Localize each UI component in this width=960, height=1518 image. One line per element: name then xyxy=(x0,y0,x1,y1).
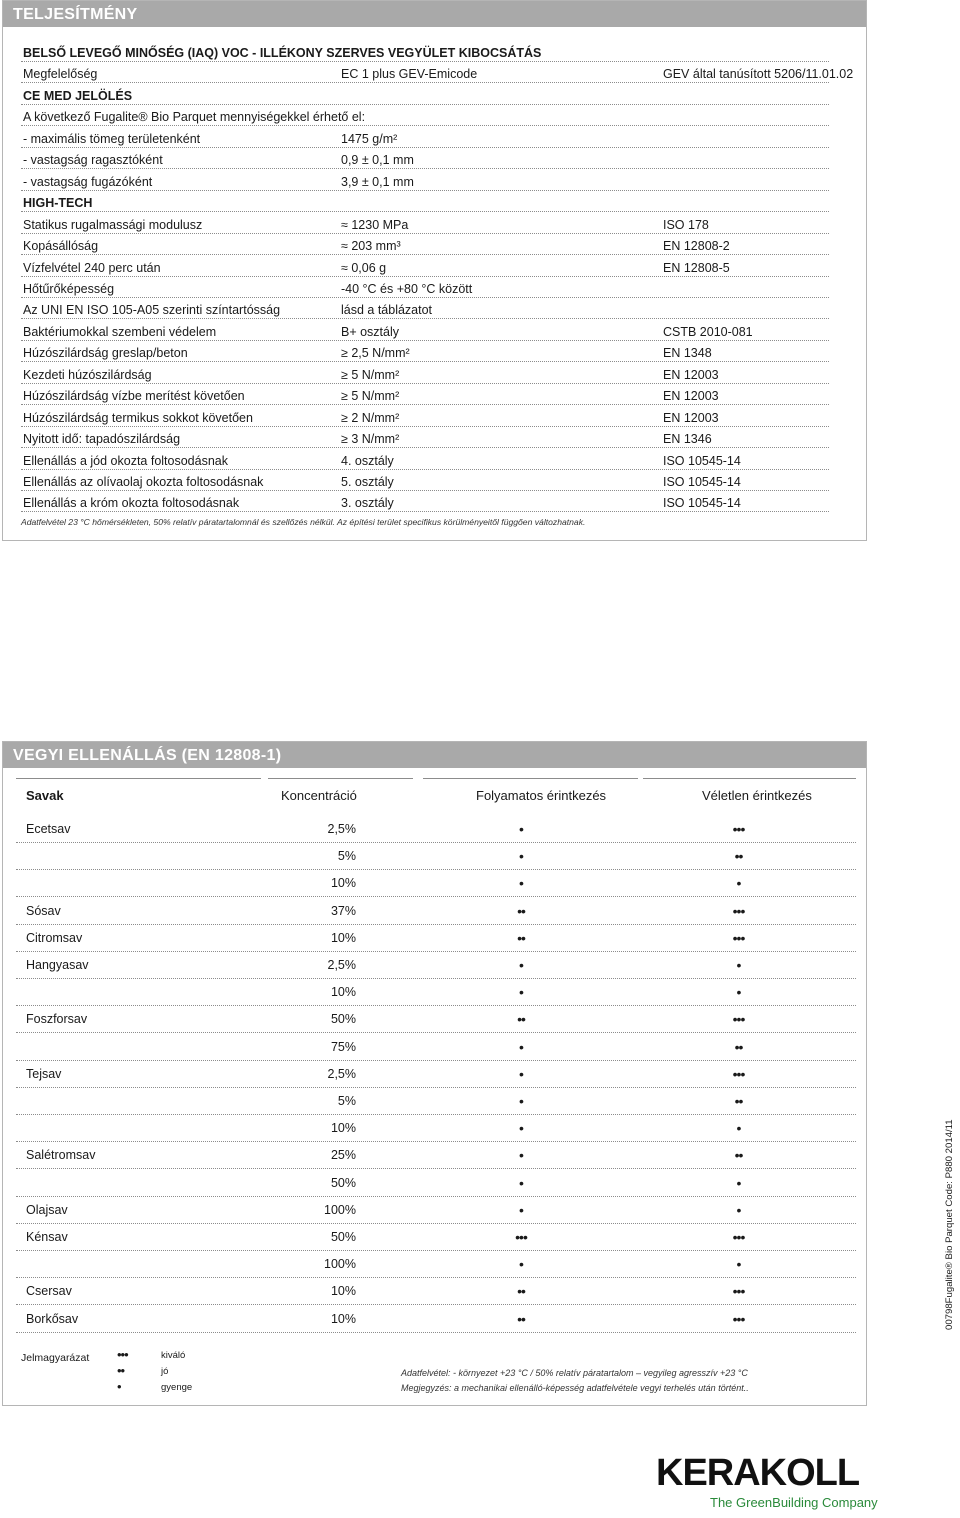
property-value: 4. osztály xyxy=(341,453,394,468)
property-value: 3,9 ± 0,1 mm xyxy=(341,174,414,189)
property-standard: EN 12003 xyxy=(663,367,719,382)
property-label: Húzószilárdság termikus sokkot követően xyxy=(23,410,253,425)
occasional-contact-rating: ••• xyxy=(732,1310,745,1327)
logo-mark xyxy=(656,1449,896,1513)
occasional-contact-rating: • xyxy=(736,1174,741,1191)
property-standard: ISO 10545-14 xyxy=(663,496,741,511)
chemical-row xyxy=(16,843,856,870)
performance-row xyxy=(21,384,829,405)
occasional-contact-rating: ••• xyxy=(732,1011,745,1028)
property-label: Húzószilárdság vízbe merítést követően xyxy=(23,389,245,404)
header-rule-4 xyxy=(643,778,856,779)
property-label: Ellenállás a króm okozta foltosodásnak xyxy=(23,496,240,511)
chemical-title: VEGYI ELLENÁLLÁS (EN 12808-1) xyxy=(3,742,866,768)
header-acid: Savak xyxy=(26,788,64,803)
property-value: 1475 g/m² xyxy=(341,131,398,146)
concentration: 100% xyxy=(324,1202,356,1217)
chemical-row xyxy=(16,898,856,925)
property-standard: ISO 10545-14 xyxy=(663,453,741,468)
property-label: Baktériumokkal szembeni védelem xyxy=(23,324,217,339)
property-label: Ellenállás az olívaolaj okozta foltosodásnak xyxy=(23,475,264,489)
chemical-row xyxy=(16,1115,856,1142)
logo-tagline: The GreenBuilding Company xyxy=(710,1495,878,1510)
property-value: 0,9 ± 0,1 mm xyxy=(341,153,414,168)
acid-name: Citromsav xyxy=(26,930,83,945)
concentration: 10% xyxy=(330,1311,356,1326)
chemical-row xyxy=(16,952,856,979)
property-label: - vastagság ragasztóként xyxy=(23,153,163,168)
chemical-row xyxy=(16,1034,856,1061)
property-value: EC 1 plus GEV-Emicode xyxy=(341,67,478,82)
property-label: Húzószilárdság greslap/beton xyxy=(23,346,188,361)
continuous-contact-rating: •• xyxy=(517,1283,525,1300)
chemical-note-2: Megjegyzés: a mechanikai ellenálló-képesség adatfelvétele vegyi terhelés után történt.. xyxy=(401,1383,749,1393)
continuous-contact-rating: • xyxy=(519,848,523,865)
property-label: HIGH-TECH xyxy=(23,196,93,211)
property-value: -40 °C és +80 °C között xyxy=(341,281,473,296)
performance-row xyxy=(21,170,829,191)
kerakoll-logo xyxy=(656,1449,896,1513)
continuous-contact-rating: •• xyxy=(517,1011,525,1028)
performance-row xyxy=(21,427,829,448)
legend-label-excellent: kiváló xyxy=(161,1350,186,1361)
property-value: ≥ 5 N/mm² xyxy=(341,367,400,382)
concentration: 2,5% xyxy=(327,1066,356,1081)
concentration: 37% xyxy=(330,903,356,918)
legend-title: Jelmagyarázat xyxy=(21,1352,90,1364)
header-continuous: Folyamatos érintkezés xyxy=(476,788,607,803)
property-standard: ISO 178 xyxy=(663,217,709,232)
continuous-contact-rating: • xyxy=(519,1038,523,1055)
logo-brand-text: KERAKOLL xyxy=(656,1452,860,1494)
occasional-contact-rating: ••• xyxy=(732,821,745,837)
performance-row xyxy=(21,213,829,234)
concentration: 50% xyxy=(330,1012,356,1027)
chemical-row xyxy=(16,1088,856,1115)
concentration: 10% xyxy=(330,1284,356,1299)
property-standard: EN 1348 xyxy=(663,346,712,361)
performance-row xyxy=(21,234,829,255)
chemical-row xyxy=(16,1006,856,1033)
acid-name: Foszforsav xyxy=(26,1012,88,1027)
occasional-contact-rating: ••• xyxy=(732,1283,745,1300)
property-value: ≈ 0,06 g xyxy=(341,260,387,275)
chemical-row xyxy=(16,1197,856,1224)
occasional-contact-rating: • xyxy=(736,1201,741,1218)
continuous-contact-rating: • xyxy=(519,1147,523,1164)
acid-name: Sósav xyxy=(26,903,61,918)
concentration: 25% xyxy=(330,1148,356,1163)
property-standard: EN 12808-2 xyxy=(663,239,730,254)
property-value: ≈ 1230 MPa xyxy=(341,217,409,232)
occasional-contact-rating: •• xyxy=(734,1093,743,1109)
performance-row xyxy=(21,148,829,169)
concentration: 10% xyxy=(330,1121,356,1136)
section-heading-row xyxy=(21,41,829,62)
chemical-note-1: Adatfelvétel: - környezet +23 °C / 50% relatív páratartalom – vegyileg agresszív +23 °C xyxy=(401,1368,748,1378)
legend-label-good: jó xyxy=(161,1366,169,1377)
occasional-contact-rating: ••• xyxy=(732,929,745,946)
header-rule-3 xyxy=(423,778,638,779)
concentration: 5% xyxy=(337,1094,356,1108)
occasional-contact-rating: • xyxy=(736,1120,741,1137)
performance-panel xyxy=(2,0,867,541)
property-standard: EN 12003 xyxy=(663,410,719,425)
occasional-contact-rating: • xyxy=(736,957,741,973)
header-rule-1 xyxy=(16,778,261,779)
acid-name: Olajsav xyxy=(26,1202,68,1217)
performance-row xyxy=(21,491,829,512)
property-value: ≥ 5 N/mm² xyxy=(341,389,400,404)
legend xyxy=(21,1347,221,1400)
chemical-row xyxy=(16,1251,856,1278)
chemical-row xyxy=(16,1224,856,1251)
property-standard: EN 12003 xyxy=(663,389,719,404)
property-label: Hőtűrőképesség xyxy=(23,281,115,296)
property-value: lásd a táblázatot xyxy=(341,303,433,318)
continuous-contact-rating: •• xyxy=(517,1310,525,1327)
performance-row xyxy=(21,320,829,341)
occasional-contact-rating: •• xyxy=(734,1038,743,1055)
performance-row xyxy=(21,363,829,384)
header-concentration: Koncentráció xyxy=(281,788,357,803)
performance-row xyxy=(21,256,829,277)
continuous-contact-rating: ••• xyxy=(515,1229,527,1245)
property-label: Megfelelőség xyxy=(23,67,98,82)
section-heading-row xyxy=(21,84,829,105)
property-standard: EN 1346 xyxy=(663,432,712,447)
occasional-contact-rating: ••• xyxy=(732,1229,745,1245)
acid-name: Hangyasav xyxy=(26,958,89,972)
continuous-contact-rating: • xyxy=(519,1174,523,1191)
property-label: Nyitott idő: tapadószilárdság xyxy=(23,432,181,447)
concentration: 10% xyxy=(330,985,356,1000)
property-value: ≥ 2,5 N/mm² xyxy=(341,346,410,361)
property-value: 5. osztály xyxy=(341,475,394,489)
property-value: ≥ 2 N/mm² xyxy=(341,410,400,425)
continuous-contact-rating: • xyxy=(519,1256,523,1273)
section-heading-row xyxy=(21,191,829,212)
property-label: A következő Fugalite® Bio Parquet mennyiségekkel érhető el: xyxy=(23,110,366,125)
continuous-contact-rating: • xyxy=(519,984,523,1001)
header-rule-2 xyxy=(268,778,413,779)
property-standard: ISO 10545-14 xyxy=(663,475,741,489)
concentration: 10% xyxy=(330,930,356,945)
property-label: CE MED JELÖLÉS xyxy=(23,88,133,103)
continuous-contact-rating: • xyxy=(519,1093,523,1109)
acid-name: Salétromsav xyxy=(26,1148,96,1163)
chemical-resistance-panel xyxy=(2,741,867,1406)
chemical-row xyxy=(16,1306,856,1333)
property-label: Ellenállás a jód okozta foltosodásnak xyxy=(23,453,228,468)
property-label: Az UNI EN ISO 105-A05 szerinti színtartósság xyxy=(23,303,281,318)
acid-name: Ecetsav xyxy=(26,822,71,836)
concentration: 50% xyxy=(330,1175,356,1190)
concentration: 2,5% xyxy=(327,822,356,836)
property-value: ≈ 203 mm³ xyxy=(341,239,401,254)
continuous-contact-rating: • xyxy=(519,957,523,973)
occasional-contact-rating: • xyxy=(736,875,741,892)
property-value: ≥ 3 N/mm² xyxy=(341,432,400,447)
occasional-contact-rating: ••• xyxy=(732,902,745,919)
continuous-contact-rating: • xyxy=(519,1065,523,1082)
concentration: 2,5% xyxy=(327,958,356,972)
property-label: Statikus rugalmassági modulusz xyxy=(23,217,203,232)
document-code: 00798Fugalite® Bio Parquet Code: P880 2014/11 xyxy=(944,1119,955,1330)
property-label: - maximális tömeg területenként xyxy=(23,131,201,146)
performance-row xyxy=(21,406,829,427)
performance-row xyxy=(21,341,829,362)
acid-name: Kénsav xyxy=(26,1230,68,1244)
occasional-contact-rating: •• xyxy=(734,1147,743,1164)
property-standard: GEV által tanúsított 5206/11.01.02 xyxy=(663,67,854,82)
continuous-contact-rating: • xyxy=(519,1120,523,1137)
concentration: 100% xyxy=(324,1257,356,1272)
chemical-row xyxy=(16,1170,856,1197)
chemical-row xyxy=(16,1061,856,1088)
property-standard: CSTB 2010-081 xyxy=(663,324,753,339)
chemical-row xyxy=(16,925,856,952)
concentration: 10% xyxy=(330,876,356,891)
continuous-contact-rating: •• xyxy=(517,929,525,946)
property-standard: EN 12808-5 xyxy=(663,260,730,275)
acid-name: Csersav xyxy=(26,1284,72,1299)
occasional-contact-rating: • xyxy=(736,984,741,1001)
property-label: Kezdeti húzószilárdság xyxy=(23,367,152,382)
chemical-table-header xyxy=(16,776,856,808)
performance-row xyxy=(21,277,829,298)
property-label: Vízfelvétel 240 perc után xyxy=(23,260,161,275)
chemical-row xyxy=(16,979,856,1006)
concentration: 5% xyxy=(337,849,356,864)
legend-dots-excellent: ••• xyxy=(117,1347,128,1362)
acid-name: Borkősav xyxy=(26,1311,79,1326)
chemical-row xyxy=(16,1278,856,1305)
occasional-contact-rating: •• xyxy=(734,848,743,865)
occasional-contact-rating: • xyxy=(736,1256,741,1273)
legend-dots-good: •• xyxy=(117,1363,125,1378)
continuous-contact-rating: • xyxy=(519,1201,523,1218)
header-occasional: Véletlen érintkezés xyxy=(702,788,812,803)
performance-row xyxy=(21,127,829,148)
concentration: 75% xyxy=(330,1039,356,1054)
performance-note: Adatfelvétel 23 °C hőmérsékleten, 50% relatív páratartalomnál és szellőzés nélkül. Az építési terület specifikus körülményeitől függően változhatnak. xyxy=(21,517,586,527)
property-label: Kopásállóság xyxy=(23,239,99,254)
property-value: 3. osztály xyxy=(341,496,394,511)
performance-row xyxy=(21,62,854,83)
concentration: 50% xyxy=(330,1230,356,1244)
occasional-contact-rating: ••• xyxy=(732,1065,745,1082)
legend-dots-weak: • xyxy=(117,1379,121,1394)
chemical-row xyxy=(16,816,856,843)
continuous-contact-rating: •• xyxy=(517,902,525,919)
performance-row xyxy=(21,298,829,319)
performance-row xyxy=(21,470,829,491)
property-value: B+ osztály xyxy=(341,324,400,339)
chemical-row xyxy=(16,1142,856,1169)
performance-row xyxy=(21,449,829,470)
performance-title: TELJESÍTMÉNY xyxy=(3,1,866,27)
acid-name: Tejsav xyxy=(26,1066,62,1081)
continuous-contact-rating: • xyxy=(519,821,523,837)
property-label: - vastagság fugázóként xyxy=(23,174,153,189)
chemical-row xyxy=(16,870,856,897)
performance-row xyxy=(21,105,829,126)
continuous-contact-rating: • xyxy=(519,875,523,892)
legend-label-weak: gyenge xyxy=(161,1382,193,1393)
property-label: BELSŐ LEVEGŐ MINŐSÉG (IAQ) VOC - ILLÉKONY SZERVES VEGYÜLET KIBOCSÁTÁS xyxy=(23,46,542,60)
